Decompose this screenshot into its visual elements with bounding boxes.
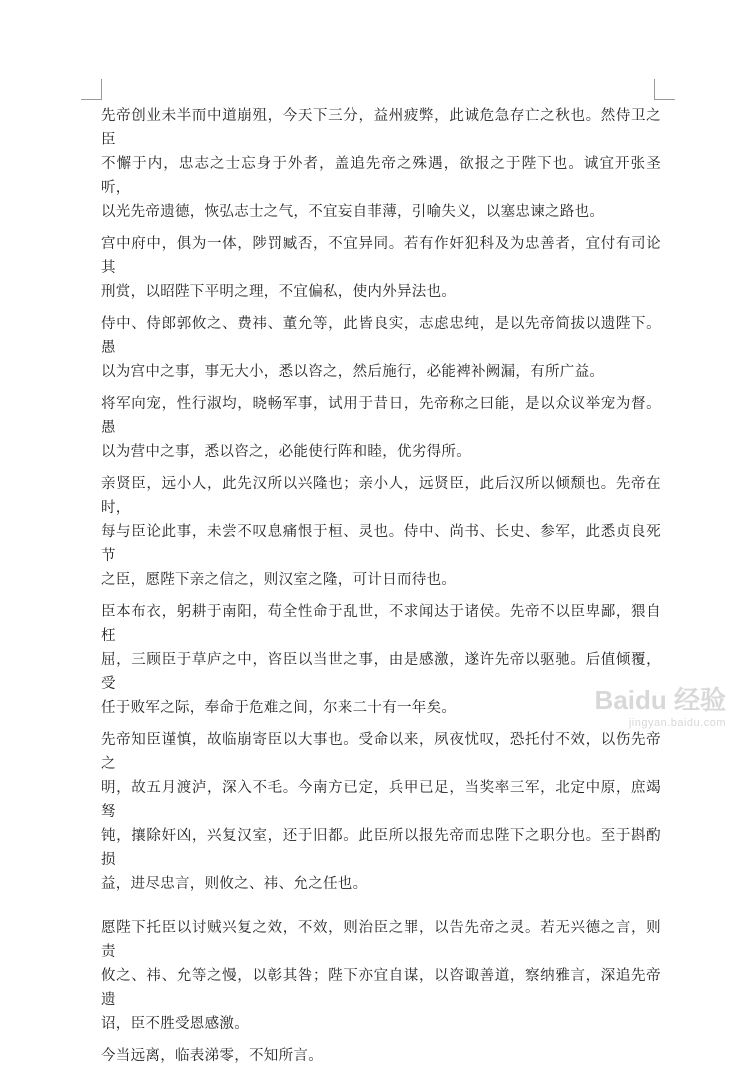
watermark-logo-text: Baidu 经验 (594, 685, 726, 715)
paragraph-2: 宫中府中，俱为一体，陟罚臧否，不宜异同。若有作奸犯科及为忠善者，宜付有司论其 刑赏，以昭陛下平明之理，不宜偏私，使内外异法也。 (101, 236, 661, 300)
paragraph-3: 侍中、侍郎郭攸之、费祎、董允等，此皆良实，志虑忠纯，是以先帝简拔以遗陛下。愚 以为宫中之事，事无大小，悉以咨之，然后施行，必能裨补阙漏，有所广益。 (101, 316, 661, 380)
paragraph-5: 亲贤臣，远小人，此先汉所以兴隆也；亲小人，远贤臣，此后汉所以倾颓也。先帝在时， 每与臣论此事，未尝不叹息痛恨于桓、灵也。侍中、尚书、长史、参军，此悉贞良死节 之臣，愿陛下亲之信之，则汉室之隆，可计日而待也。 (101, 476, 661, 588)
margin-corner-top-left (81, 79, 102, 100)
paragraph-6: 臣本布衣，躬耕于南阳，苟全性命于乱世，不求闻达于诸侯。先帝不以臣卑鄙，猥自枉 屈，三顾臣于草庐之中，咨臣以当世之事，由是感激，遂许先帝以驱驰。后值倾覆，受 任于败军之际，奉命于危难之间，尔来二十有一年矣。 (101, 604, 661, 716)
paragraph-8: 愿陛下托臣以讨贼兴复之效，不效，则治臣之罪，以告先帝之灵。若无兴德之言，则责 攸之、祎、允等之慢，以彰其咎；陛下亦宜自谋，以咨诹善道，察纳雅言，深追先帝遗 诏，臣不胜受恩感激。 (101, 920, 661, 1032)
baidu-watermark (595, 680, 726, 729)
paragraph-4: 将军向宠，性行淑均，晓畅军事，试用于昔日，先帝称之曰能，是以众议举宠为督。愚 以为营中之事，悉以咨之，必能使行阵和睦，优劣得所。 (101, 396, 661, 460)
paragraph-9: 今当远离，临表涕零，不知所言。 (101, 1048, 323, 1064)
paragraph-1: 先帝创业未半而中道崩殂，今天下三分，益州疲弊，此诚危急存亡之秋也。然侍卫之臣 不懈于内，忠志之士忘身于外者，盖追先帝之殊遇，欲报之于陛下也。诚宜开张圣听， 以光先帝遗德，恢弘志士之气，不宜妄自菲薄，引喻失义，以塞忠谏之路也。 (101, 108, 661, 220)
paragraph-7: 先帝知臣谨慎，故临崩寄臣以大事也。受命以来，夙夜忧叹，恐托付不效，以伤先帝之 明，故五月渡泸，深入不毛。今南方已定，兵甲已足，当奖率三军，北定中原，庶竭驽 钝，攘除奸凶，兴复汉室，还于旧都。此臣所以报先帝而忠陛下之职分也。至于斟酌损 益，进尽忠言，则攸之、祎、允之任也。 (101, 732, 661, 892)
watermark-url: jingyan.baidu.com (628, 717, 726, 729)
document-body[interactable] (101, 104, 661, 1076)
margin-corner-top-right (654, 79, 675, 100)
